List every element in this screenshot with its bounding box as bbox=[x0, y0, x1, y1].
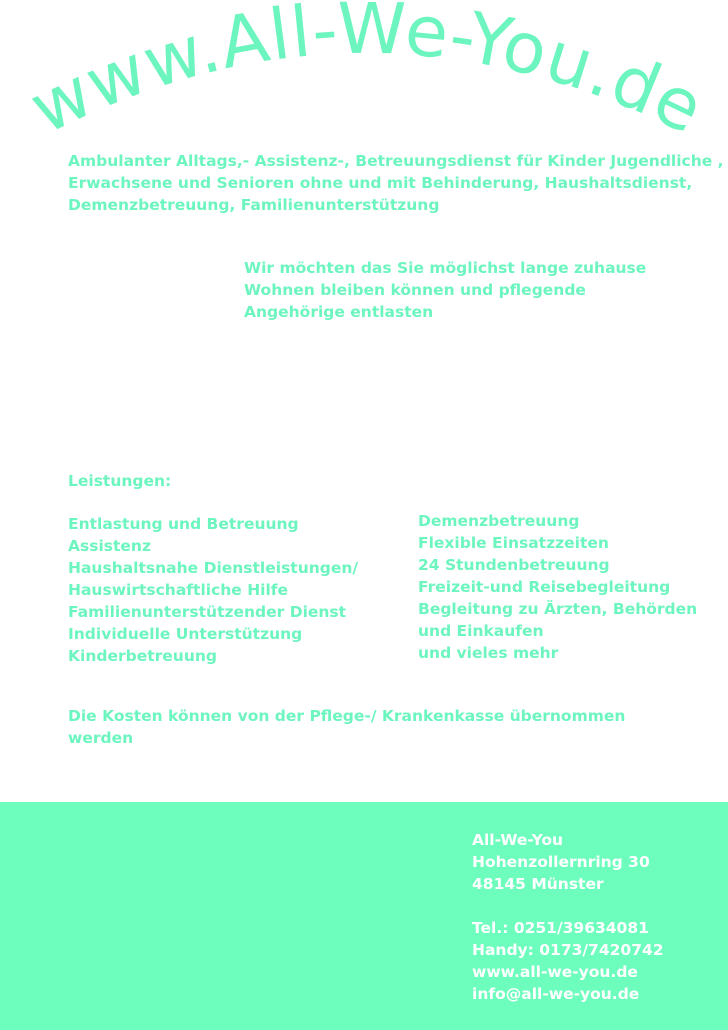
mobile-number[interactable]: Handy: 0173/7420742 bbox=[472, 941, 664, 959]
brand-title-arc bbox=[0, 0, 728, 160]
service-item: Hauswirtschaftliche Hilfe bbox=[68, 581, 289, 599]
service-item: Familienunterstützender Dienst bbox=[68, 603, 347, 621]
mission-statement bbox=[244, 257, 646, 323]
services-list-right bbox=[418, 510, 697, 664]
service-item: Freizeit-und Reisebegleitung bbox=[418, 578, 671, 596]
city-address: 48145 Münster bbox=[472, 875, 604, 893]
service-item: Flexible Einsatzzeiten bbox=[418, 534, 609, 552]
street-address: Hohenzollernring 30 bbox=[472, 853, 650, 871]
service-item: Begleitung zu Ärzten, Behörden bbox=[418, 600, 698, 618]
mission-line: Wir möchten das Sie möglichst lange zuhause bbox=[244, 259, 647, 277]
costs-line: Die Kosten können von der Pflege-/ Krankenkasse übernommen bbox=[68, 707, 626, 725]
phone-number[interactable]: Tel.: 0251/39634081 bbox=[472, 919, 649, 937]
service-item: und vieles mehr bbox=[418, 644, 559, 662]
service-item: Demenzbetreuung bbox=[418, 512, 580, 530]
mission-line: Wohnen bleiben können und pflegende bbox=[244, 281, 586, 299]
service-item: Individuelle Unterstützung bbox=[68, 625, 303, 643]
service-item: Haushaltsnahe Dienstleistungen/ bbox=[68, 559, 359, 577]
company-name: All-We-You bbox=[472, 831, 564, 849]
intro-text bbox=[68, 150, 724, 216]
service-item: Entlastung und Betreuung bbox=[68, 515, 299, 533]
intro-line: Demenzbetreuung, Familienunterstützung bbox=[68, 196, 440, 214]
website-link[interactable]: www.all-we-you.de bbox=[472, 963, 638, 981]
footer-contact-band bbox=[0, 802, 728, 1030]
intro-line: Erwachsene und Senioren ohne und mit Behinderung, Haushaltsdienst, bbox=[68, 174, 693, 192]
services-heading: Leistungen: bbox=[68, 472, 172, 490]
contact-block bbox=[472, 829, 664, 1005]
costs-line: werden bbox=[68, 729, 134, 747]
brand-title bbox=[18, 0, 716, 150]
services-list-left bbox=[68, 513, 358, 667]
service-item: Assistenz bbox=[68, 537, 151, 555]
spacer bbox=[472, 895, 664, 917]
service-item: 24 Stundenbetreuung bbox=[418, 556, 610, 574]
costs-note bbox=[68, 705, 625, 749]
mission-line: Angehörige entlasten bbox=[244, 303, 434, 321]
service-item: und Einkaufen bbox=[418, 622, 544, 640]
brand-title-text: www.All-We-You.de bbox=[17, 0, 717, 151]
service-item: Kinderbetreuung bbox=[68, 647, 217, 665]
email-link[interactable]: info@all-we-you.de bbox=[472, 985, 640, 1003]
intro-line: Ambulanter Alltags,- Assistenz-, Betreuungsdienst für Kinder Jugendliche , bbox=[68, 152, 724, 170]
